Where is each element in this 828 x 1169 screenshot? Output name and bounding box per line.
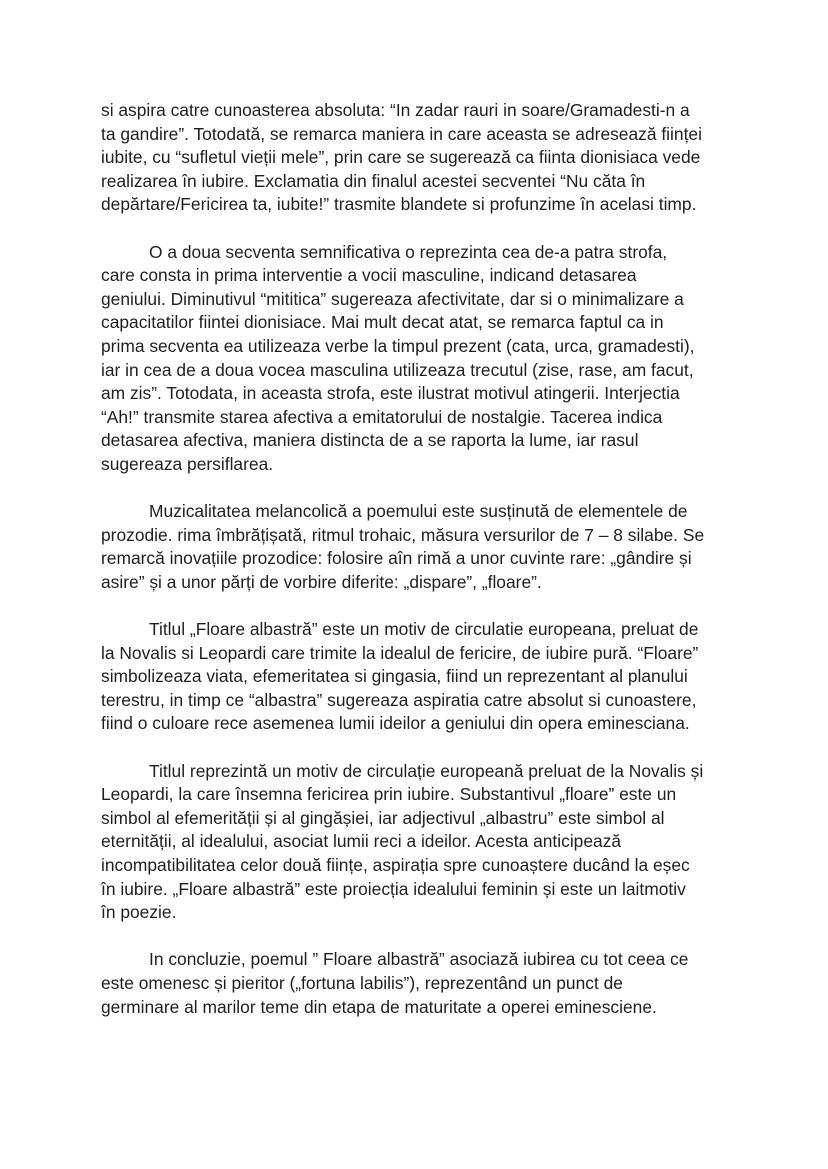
paragraph-title-motif <box>101 618 727 736</box>
paragraph-second-sequence <box>101 241 727 477</box>
text-line: fiind o culoare rece asemenea lumii ideilor a geniului din opera eminesciana. <box>101 713 690 734</box>
paragraph-title-symbolism <box>101 760 727 925</box>
text-line: eternității, al idealului, asociat lumii reci a ideilor. Acesta anticipează <box>101 831 622 852</box>
paragraph-conclusion <box>101 948 727 1019</box>
paragraph-musicality <box>101 500 727 594</box>
text-line: remarcă inovațiile prozodice: folosire aîn rimă a unor cuvinte rare: „gândire și <box>101 548 692 569</box>
text-line: la Novalis si Leopardi care trimite la idealul de fericire, de iubire pură. “Floare” <box>101 642 699 663</box>
text-line: Titlul reprezintă un motiv de circulație europeană preluat de la Novalis și <box>149 760 704 781</box>
text-line: realizarea în iubire. Exclamatia din finalul acestei secventei “Nu căta în <box>101 170 646 191</box>
text-line: asire” și a unor părți de vorbire diferite: „dispare”, „floare”. <box>101 571 542 592</box>
text-line: In concluzie, poemul ” Floare albastră” asociază iubirea cu tot ceea ce <box>149 949 689 970</box>
text-line: prozodie. rima îmbrățișată, ritmul trohaic, măsura versurilor de 7 – 8 silabe. Se <box>101 524 705 545</box>
text-line: simbolizeaza viata, efemeritatea si gingasia, fiind un reprezentant al planului <box>101 666 688 687</box>
document-page <box>101 99 727 1043</box>
text-line: care consta in prima interventie a vocii masculine, indicand detasarea <box>101 265 637 286</box>
text-line: “Ah!” transmite starea afectiva a emitatorului de nostalgie. Tacerea indica <box>101 406 663 427</box>
text-line: iar in cea de a doua vocea masculina utilizeaza trecutul (zise, rase, am facut, <box>101 359 694 380</box>
text-line: terestru, in timp ce “albastra” sugereaza aspiratia catre absolut si cunoastere, <box>101 689 697 710</box>
text-line: geniului. Diminutivul “mititica” sugereaza afectivitate, dar si o minimalizare a <box>101 288 684 309</box>
text-line: germinare al marilor teme din etapa de maturitate a operei eminesciene. <box>101 996 657 1017</box>
text-line: simbol al efemerității și al gingășiei, iar adjectivul „albastru” este simbol al <box>101 807 665 828</box>
text-line: ta gandire”. Totodată, se remarca maniera in care aceasta se adresează ființei <box>101 123 702 144</box>
text-line: depărtare/Fericirea ta, iubite!” trasmite blandete si profunzime în acelasi timp. <box>101 194 697 215</box>
text-line: incompatibilitatea celor două ființe, aspirația spre cunoaștere ducând la eșec <box>101 855 690 875</box>
text-line: am zis”. Totodata, in aceasta strofa, este ilustrat motivul atingerii. Interjectia <box>101 383 680 404</box>
text-line: O a doua secventa semnificativa o reprezinta cea de-a patra strofa, <box>149 241 668 262</box>
text-line: detasarea afectiva, maniera distincta de a se raporta la lume, iar rasul <box>101 430 639 451</box>
text-line: în iubire. „Floare albastră” este proiecția idealului feminin și este un laitmotiv <box>101 878 686 899</box>
paragraph-intro-continuation <box>101 99 727 217</box>
text-line: în poezie. <box>101 902 177 923</box>
text-line: sugereaza persiflarea. <box>101 453 274 474</box>
text-line: Leopardi, la care însemna fericirea prin iubire. Substantivul „floare” este un <box>101 784 677 805</box>
text-line: si aspira catre cunoasterea absoluta: “In zadar rauri in soare/Gramadesti-n a <box>101 100 690 120</box>
text-line: iubite, cu “sufletul vieții mele”, prin care se sugerează ca fiinta dionisiaca vede <box>101 147 701 168</box>
text-line: Titlul „Floare albastră” este un motiv de circulatie europeana, preluat de <box>149 619 699 640</box>
text-line: Muzicalitatea melancolică a poemului este susținută de elementele de <box>149 501 688 522</box>
text-line: prima secventa ea utilizeaza verbe la timpul prezent (cata, urca, gramadesti), <box>101 335 695 356</box>
text-line: este omenesc și pieritor („fortuna labilis”), reprezentând un punct de <box>101 972 623 993</box>
text-line: capacitatilor fiintei dionisiace. Mai mult decat atat, se remarca faptul ca in <box>101 312 664 333</box>
